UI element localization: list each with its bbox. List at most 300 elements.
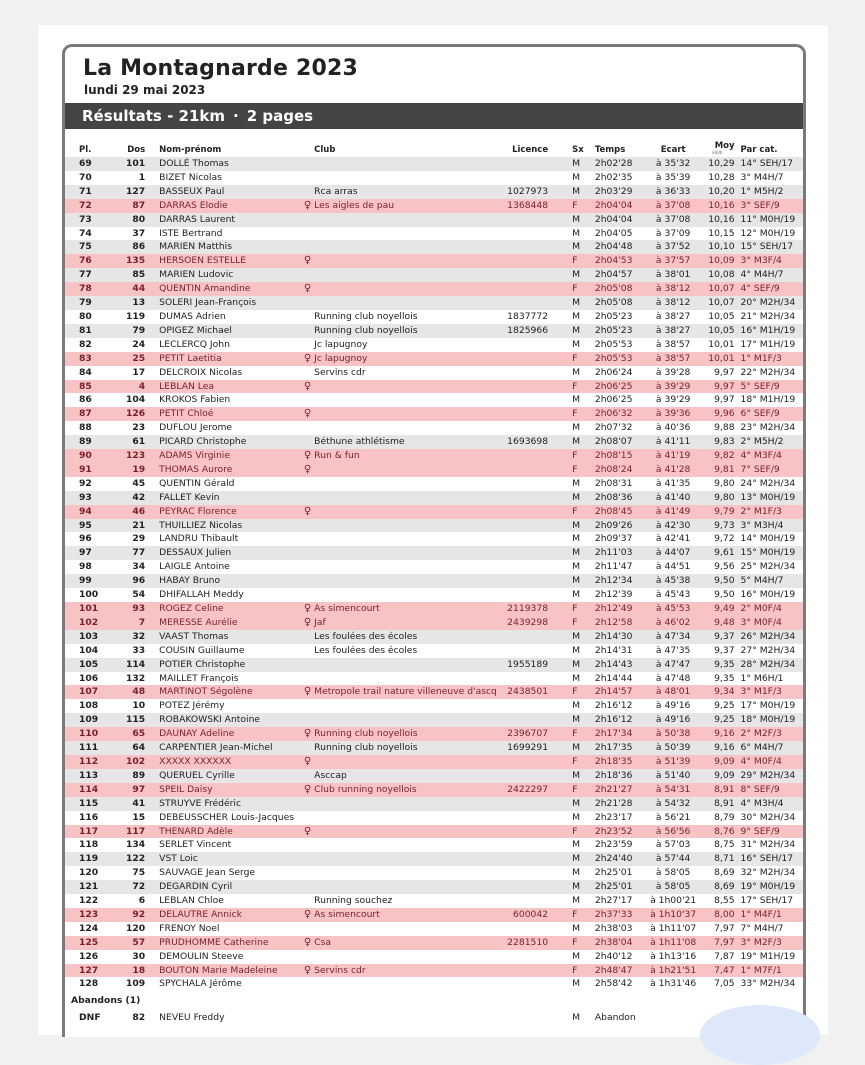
col-club: Club bbox=[314, 145, 336, 155]
female-icon: ♀ bbox=[301, 463, 314, 477]
table-row bbox=[65, 852, 803, 866]
cell-licence bbox=[497, 560, 572, 574]
cell-name: DOLLÉ Thomas bbox=[159, 157, 301, 171]
cell-name: SOLERI Jean-François bbox=[159, 296, 301, 310]
cell-bib: 96 bbox=[113, 574, 159, 588]
cell-time: 2h06'32 bbox=[595, 407, 646, 421]
cell-sex: M bbox=[572, 866, 595, 880]
cell-name: QUENTIN Gérald bbox=[159, 477, 301, 491]
cell-category: 22° M2H/34 bbox=[741, 366, 803, 380]
cell-name: BOUTON Marie Madeleine bbox=[159, 964, 301, 978]
cell-avg-speed: 7,97 bbox=[700, 922, 740, 936]
cell-time: 2h17'34 bbox=[595, 727, 646, 741]
cell-licence bbox=[497, 532, 572, 546]
cell-club bbox=[314, 532, 497, 546]
cell-place: 93 bbox=[65, 491, 113, 505]
cell-sex: M bbox=[572, 310, 595, 324]
event-date: lundi 29 mai 2023 bbox=[84, 83, 206, 97]
cell-gap: à 47'48 bbox=[646, 672, 700, 686]
cell-category: 25° M2H/34 bbox=[741, 560, 803, 574]
cell-sex: F bbox=[572, 964, 595, 978]
cell-avg-speed: 10,20 bbox=[700, 185, 740, 199]
cell-bib: 65 bbox=[113, 727, 159, 741]
cell-name: DARRAS Elodie bbox=[159, 199, 301, 213]
cell-time: 2h38'04 bbox=[595, 936, 646, 950]
sex-icon-cell bbox=[301, 950, 314, 964]
cell-licence: 1825966 bbox=[497, 324, 572, 338]
cell-category: 19° M1H/19 bbox=[741, 950, 803, 964]
cell-name: DUFLOU Jerome bbox=[159, 421, 301, 435]
cell-licence bbox=[497, 240, 572, 254]
cell-sex: F bbox=[572, 505, 595, 519]
cell-gap: à 42'30 bbox=[646, 519, 700, 533]
table-row bbox=[65, 282, 803, 296]
event-title: La Montagnarde 2023 bbox=[83, 56, 359, 81]
cell-avg-speed: 9,49 bbox=[700, 602, 740, 616]
table-row bbox=[65, 421, 803, 435]
cell-place: 74 bbox=[65, 227, 113, 241]
cell-category: 3° M0F/4 bbox=[741, 616, 803, 630]
cell-sex: F bbox=[572, 908, 595, 922]
cell-place: 109 bbox=[65, 713, 113, 727]
cell-licence bbox=[497, 699, 572, 713]
female-icon: ♀ bbox=[301, 199, 314, 213]
cell-club bbox=[314, 588, 497, 602]
cell-sex: F bbox=[572, 282, 595, 296]
cell-bib: 115 bbox=[113, 713, 159, 727]
cell-time: 2h58'42 bbox=[595, 977, 646, 991]
table-row bbox=[65, 240, 803, 254]
cell-licence bbox=[497, 755, 572, 769]
cell-time: 2h25'01 bbox=[595, 880, 646, 894]
cell-club: Running souchez bbox=[314, 894, 497, 908]
cell-place: 96 bbox=[65, 532, 113, 546]
table-row bbox=[65, 616, 803, 630]
cell-club bbox=[314, 157, 497, 171]
cell-time: 2h02'35 bbox=[595, 171, 646, 185]
cell-time: 2h37'33 bbox=[595, 908, 646, 922]
cell-name: KROKOS Fabien bbox=[159, 393, 301, 407]
results-header-bar bbox=[65, 103, 803, 129]
sex-icon-cell bbox=[301, 574, 314, 588]
cell-name: BASSEUX Paul bbox=[159, 185, 301, 199]
cell-category: 14° M0H/19 bbox=[741, 532, 803, 546]
cell-time: 2h05'53 bbox=[595, 352, 646, 366]
cell-category: 3° M3H/4 bbox=[741, 519, 803, 533]
cell-bib: 4 bbox=[113, 380, 159, 394]
cell-avg-speed: 9,80 bbox=[700, 491, 740, 505]
cell-name: ROBAKOWSKI Antoine bbox=[159, 713, 301, 727]
cell-gap: à 39'29 bbox=[646, 393, 700, 407]
cell-gap: à 46'02 bbox=[646, 616, 700, 630]
cell-licence bbox=[497, 977, 572, 991]
cell-name: POTIER Christophe bbox=[159, 658, 301, 672]
cell-gap: à 47'34 bbox=[646, 630, 700, 644]
cell-time: 2h08'15 bbox=[595, 449, 646, 463]
cell-sex: F bbox=[572, 616, 595, 630]
cell-bib: 82 bbox=[113, 1011, 159, 1025]
cell-avg-speed: 7,47 bbox=[700, 964, 740, 978]
cell-licence: 1699291 bbox=[497, 741, 572, 755]
cell-category: 17° M0H/19 bbox=[741, 699, 803, 713]
cell-time: 2h16'12 bbox=[595, 713, 646, 727]
cell-name: THENARD Adèle bbox=[159, 825, 301, 839]
cell-category: 4° SEF/9 bbox=[741, 282, 803, 296]
cell-time: 2h02'28 bbox=[595, 157, 646, 171]
cell-time: 2h23'59 bbox=[595, 838, 646, 852]
cell-bib: 19 bbox=[113, 463, 159, 477]
cell-gap: à 41'11 bbox=[646, 435, 700, 449]
cell-place: 116 bbox=[65, 811, 113, 825]
cell-place: 72 bbox=[65, 199, 113, 213]
cell-avg-speed: 8,71 bbox=[700, 852, 740, 866]
cell-sex: M bbox=[572, 171, 595, 185]
cell-place: 78 bbox=[65, 282, 113, 296]
cell-bib: 15 bbox=[113, 811, 159, 825]
table-row bbox=[65, 950, 803, 964]
cell-gap: à 38'12 bbox=[646, 296, 700, 310]
cell-licence bbox=[497, 463, 572, 477]
table-row bbox=[65, 672, 803, 686]
cell-category: 11° M0H/19 bbox=[741, 213, 803, 227]
cell-sex: M bbox=[572, 366, 595, 380]
col-time: Temps bbox=[594, 145, 626, 155]
table-row bbox=[65, 393, 803, 407]
cell-club bbox=[314, 866, 497, 880]
cell-category: 7° SEF/9 bbox=[741, 463, 803, 477]
cell-club: Béthune athlétisme bbox=[314, 435, 497, 449]
cell-club: Jc lapugnoy bbox=[314, 338, 497, 352]
cell-licence bbox=[497, 449, 572, 463]
cell-bib: 86 bbox=[113, 240, 159, 254]
cell-place: 98 bbox=[65, 560, 113, 574]
table-header-row bbox=[65, 139, 803, 157]
cell-licence bbox=[497, 852, 572, 866]
sex-icon-cell bbox=[301, 171, 314, 185]
table-row bbox=[65, 532, 803, 546]
sex-icon-cell bbox=[301, 699, 314, 713]
cell-name: ISTE Bertrand bbox=[159, 227, 301, 241]
cell-club: Jc lapugnoy bbox=[314, 352, 497, 366]
cell-gap: à 44'51 bbox=[646, 560, 700, 574]
cell-avg-speed: 8,76 bbox=[700, 825, 740, 839]
cell-time: 2h38'03 bbox=[595, 922, 646, 936]
cell-sex: M bbox=[572, 324, 595, 338]
cell-club bbox=[314, 240, 497, 254]
cell-sex: F bbox=[572, 463, 595, 477]
cell-bib: 33 bbox=[113, 644, 159, 658]
cell-name: SAUVAGE Jean Serge bbox=[159, 866, 301, 880]
cell-club bbox=[314, 811, 497, 825]
cell-avg-speed: 9,82 bbox=[700, 449, 740, 463]
cell-club: Csa bbox=[314, 936, 497, 950]
cell-club: Les aigles de pau bbox=[314, 199, 497, 213]
cell-name: HABAY Bruno bbox=[159, 574, 301, 588]
cell-place: 111 bbox=[65, 741, 113, 755]
table-row bbox=[65, 630, 803, 644]
cell-club bbox=[314, 922, 497, 936]
table-row bbox=[65, 310, 803, 324]
cell-club: As simencourt bbox=[314, 602, 497, 616]
table-row bbox=[65, 769, 803, 783]
cell-place: 70 bbox=[65, 171, 113, 185]
cell-bib: 92 bbox=[113, 908, 159, 922]
cell-place: 84 bbox=[65, 366, 113, 380]
cell-licence bbox=[497, 894, 572, 908]
sex-icon-cell bbox=[301, 741, 314, 755]
cell-avg-speed: 10,01 bbox=[700, 352, 740, 366]
cell-gap: à 35'39 bbox=[646, 171, 700, 185]
cell-sex: M bbox=[572, 977, 595, 991]
cell-time: 2h12'49 bbox=[595, 602, 646, 616]
cell-category: 30° M2H/34 bbox=[741, 811, 803, 825]
cell-club bbox=[314, 713, 497, 727]
cell-bib: 132 bbox=[113, 672, 159, 686]
cell-licence: 1837772 bbox=[497, 310, 572, 324]
cell-avg-speed: 10,16 bbox=[700, 213, 740, 227]
cell-name: DARRAS Laurent bbox=[159, 213, 301, 227]
cell-name: XXXXX XXXXXX bbox=[159, 755, 301, 769]
cell-place: 118 bbox=[65, 838, 113, 852]
cell-sex: M bbox=[572, 838, 595, 852]
cell-place: 120 bbox=[65, 866, 113, 880]
cell-gap: à 44'07 bbox=[646, 546, 700, 560]
sex-icon-cell bbox=[301, 324, 314, 338]
results-table bbox=[65, 139, 803, 1025]
cell-bib: 6 bbox=[113, 894, 159, 908]
cell-name: DEGARDIN Cyril bbox=[159, 880, 301, 894]
cell-avg-speed: 9,80 bbox=[700, 477, 740, 491]
cell-licence: 1027973 bbox=[497, 185, 572, 199]
cell-avg-speed: 9,16 bbox=[700, 741, 740, 755]
cell-avg-speed: 7,97 bbox=[700, 936, 740, 950]
cell-category: 9° SEF/9 bbox=[741, 825, 803, 839]
cell-time: 2h06'24 bbox=[595, 366, 646, 380]
cell-name: PETIT Chloé bbox=[159, 407, 301, 421]
cell-category: 13° M0H/19 bbox=[741, 491, 803, 505]
cell-name: VST Loic bbox=[159, 852, 301, 866]
cell-club bbox=[314, 658, 497, 672]
table-row bbox=[65, 699, 803, 713]
cell-avg-speed: 8,00 bbox=[700, 908, 740, 922]
cell-club bbox=[314, 477, 497, 491]
cell-licence: 600042 bbox=[497, 908, 572, 922]
cell-sex: M bbox=[572, 435, 595, 449]
sex-icon-cell bbox=[301, 977, 314, 991]
cell-sex: F bbox=[572, 380, 595, 394]
cell-club bbox=[314, 977, 497, 991]
female-icon: ♀ bbox=[301, 727, 314, 741]
table-row bbox=[65, 825, 803, 839]
cell-name: DEMOULIN Steeve bbox=[159, 950, 301, 964]
cell-sex: M bbox=[572, 227, 595, 241]
cell-status: Abandon bbox=[595, 1011, 646, 1025]
cell-category: 5° SEF/9 bbox=[741, 380, 803, 394]
cell-place: 81 bbox=[65, 324, 113, 338]
cell-club bbox=[314, 227, 497, 241]
cell-avg-speed: 10,09 bbox=[700, 254, 740, 268]
cell-bib: 114 bbox=[113, 658, 159, 672]
cell-bib: 25 bbox=[113, 352, 159, 366]
col-name: Nom-prénom bbox=[159, 145, 222, 155]
female-icon: ♀ bbox=[301, 964, 314, 978]
cell-licence: 2439298 bbox=[497, 616, 572, 630]
table-row bbox=[65, 588, 803, 602]
cell-avg-speed: 9,72 bbox=[700, 532, 740, 546]
cell-time: 2h07'32 bbox=[595, 421, 646, 435]
cell-sex: M bbox=[572, 338, 595, 352]
cell-category: 4° M3H/4 bbox=[741, 797, 803, 811]
cell-gap: à 41'28 bbox=[646, 463, 700, 477]
cell-name: PEYRAC Florence bbox=[159, 505, 301, 519]
cell-licence bbox=[497, 352, 572, 366]
cell-sex: M bbox=[572, 588, 595, 602]
cell-bib: 18 bbox=[113, 964, 159, 978]
cell-avg-speed: 10,16 bbox=[700, 199, 740, 213]
cell-sex: M bbox=[572, 532, 595, 546]
table-row bbox=[65, 185, 803, 199]
table-row bbox=[65, 866, 803, 880]
female-icon: ♀ bbox=[301, 449, 314, 463]
cell-sex: F bbox=[572, 727, 595, 741]
cell-category: 17° M1H/19 bbox=[741, 338, 803, 352]
cell-club bbox=[314, 407, 497, 421]
sex-icon-cell bbox=[301, 894, 314, 908]
cell-category: 15° M0H/19 bbox=[741, 546, 803, 560]
cell-avg-speed: 9,73 bbox=[700, 519, 740, 533]
col-bib: Dos bbox=[127, 145, 146, 155]
cell-category: 16° M0H/19 bbox=[741, 588, 803, 602]
cell-avg-speed: 9,81 bbox=[700, 463, 740, 477]
cell-bib: 34 bbox=[113, 560, 159, 574]
cell-club: Servins cdr bbox=[314, 964, 497, 978]
cell-sex: M bbox=[572, 546, 595, 560]
cell-name: DESSAUX Julien bbox=[159, 546, 301, 560]
cell-licence: 2281510 bbox=[497, 936, 572, 950]
cell-gap: à 45'43 bbox=[646, 588, 700, 602]
table-row bbox=[65, 880, 803, 894]
table-row bbox=[65, 546, 803, 560]
cell-place: 76 bbox=[65, 254, 113, 268]
cell-licence: 2119378 bbox=[497, 602, 572, 616]
cell-name: DHIFALLAH Meddy bbox=[159, 588, 301, 602]
table-row bbox=[65, 922, 803, 936]
sex-icon-cell bbox=[301, 435, 314, 449]
cell-club bbox=[314, 491, 497, 505]
cell-licence: 2438501 bbox=[497, 685, 572, 699]
cell-club: Les foulées des écoles bbox=[314, 644, 497, 658]
cell-gap: à 49'16 bbox=[646, 713, 700, 727]
cell-name: LEBLAN Chloe bbox=[159, 894, 301, 908]
cell-place: 90 bbox=[65, 449, 113, 463]
cell-time: 2h09'37 bbox=[595, 532, 646, 546]
cell-gap: à 57'03 bbox=[646, 838, 700, 852]
cell-avg-speed: 9,50 bbox=[700, 574, 740, 588]
col-category: Par cat. bbox=[740, 145, 778, 155]
cell-name: BIZET Nicolas bbox=[159, 171, 301, 185]
cell-category: 26° M2H/34 bbox=[741, 630, 803, 644]
table-row bbox=[65, 505, 803, 519]
cell-name: THUILLIEZ Nicolas bbox=[159, 519, 301, 533]
sex-icon-cell bbox=[301, 546, 314, 560]
cell-bib: 104 bbox=[113, 393, 159, 407]
sex-icon-cell bbox=[301, 866, 314, 880]
cell-licence bbox=[497, 574, 572, 588]
cell-time: 2h25'01 bbox=[595, 866, 646, 880]
table-row bbox=[65, 268, 803, 282]
cell-avg-speed: 9,88 bbox=[700, 421, 740, 435]
cell-licence bbox=[497, 157, 572, 171]
table-row bbox=[65, 977, 803, 991]
cell-sex: M bbox=[572, 852, 595, 866]
cell-empty bbox=[314, 1011, 497, 1025]
cell-avg-speed: 9,09 bbox=[700, 769, 740, 783]
cell-sex: F bbox=[572, 825, 595, 839]
cell-place: 126 bbox=[65, 950, 113, 964]
female-icon: ♀ bbox=[301, 352, 314, 366]
cell-licence bbox=[497, 227, 572, 241]
cell-category: 3° M1F/3 bbox=[741, 685, 803, 699]
cell-club bbox=[314, 393, 497, 407]
cell-name: QUENTIN Amandine bbox=[159, 282, 301, 296]
cell-sex: F bbox=[572, 407, 595, 421]
cell-club: Running club noyellois bbox=[314, 310, 497, 324]
cell-avg-speed: 9,83 bbox=[700, 435, 740, 449]
table-row bbox=[65, 324, 803, 338]
table-row bbox=[65, 519, 803, 533]
cell-category: 7° M4H/7 bbox=[741, 922, 803, 936]
table-row bbox=[65, 463, 803, 477]
cell-bib: 126 bbox=[113, 407, 159, 421]
cell-time: 2h21'28 bbox=[595, 797, 646, 811]
cell-sex: M bbox=[572, 477, 595, 491]
cell-club bbox=[314, 463, 497, 477]
cell-bib: 119 bbox=[113, 310, 159, 324]
cell-bib: 77 bbox=[113, 546, 159, 560]
cell-avg-speed: 9,37 bbox=[700, 644, 740, 658]
table-row bbox=[65, 727, 803, 741]
cell-name: CARPENTIER Jean-Michel bbox=[159, 741, 301, 755]
table-row bbox=[65, 755, 803, 769]
cell-licence: 1955189 bbox=[497, 658, 572, 672]
cell-club bbox=[314, 296, 497, 310]
cell-avg-speed: 10,07 bbox=[700, 282, 740, 296]
cell-gap: à 37'08 bbox=[646, 199, 700, 213]
female-icon: ♀ bbox=[301, 505, 314, 519]
cell-gap: à 38'57 bbox=[646, 338, 700, 352]
cell-sex: M bbox=[572, 491, 595, 505]
cell-name: ADAMS Virginie bbox=[159, 449, 301, 463]
col-licence: Licence bbox=[512, 145, 549, 155]
cell-name: MARTINOT Ségolène bbox=[159, 685, 301, 699]
cell-bib: 97 bbox=[113, 783, 159, 797]
cell-club bbox=[314, 505, 497, 519]
cell-avg-speed: 8,69 bbox=[700, 866, 740, 880]
cell-avg-speed: 9,35 bbox=[700, 672, 740, 686]
cell-place: 92 bbox=[65, 477, 113, 491]
cell-place: 99 bbox=[65, 574, 113, 588]
sex-icon-cell bbox=[301, 296, 314, 310]
cell-bib: 135 bbox=[113, 254, 159, 268]
cell-licence bbox=[497, 825, 572, 839]
cell-gap: à 50'39 bbox=[646, 741, 700, 755]
cell-category: 2° M5H/2 bbox=[741, 435, 803, 449]
cell-category: 1° M5H/2 bbox=[741, 185, 803, 199]
cell-club: Running club noyellois bbox=[314, 727, 497, 741]
cell-licence bbox=[497, 268, 572, 282]
cell-avg-speed: 9,50 bbox=[700, 588, 740, 602]
cell-time: 2h05'53 bbox=[595, 338, 646, 352]
